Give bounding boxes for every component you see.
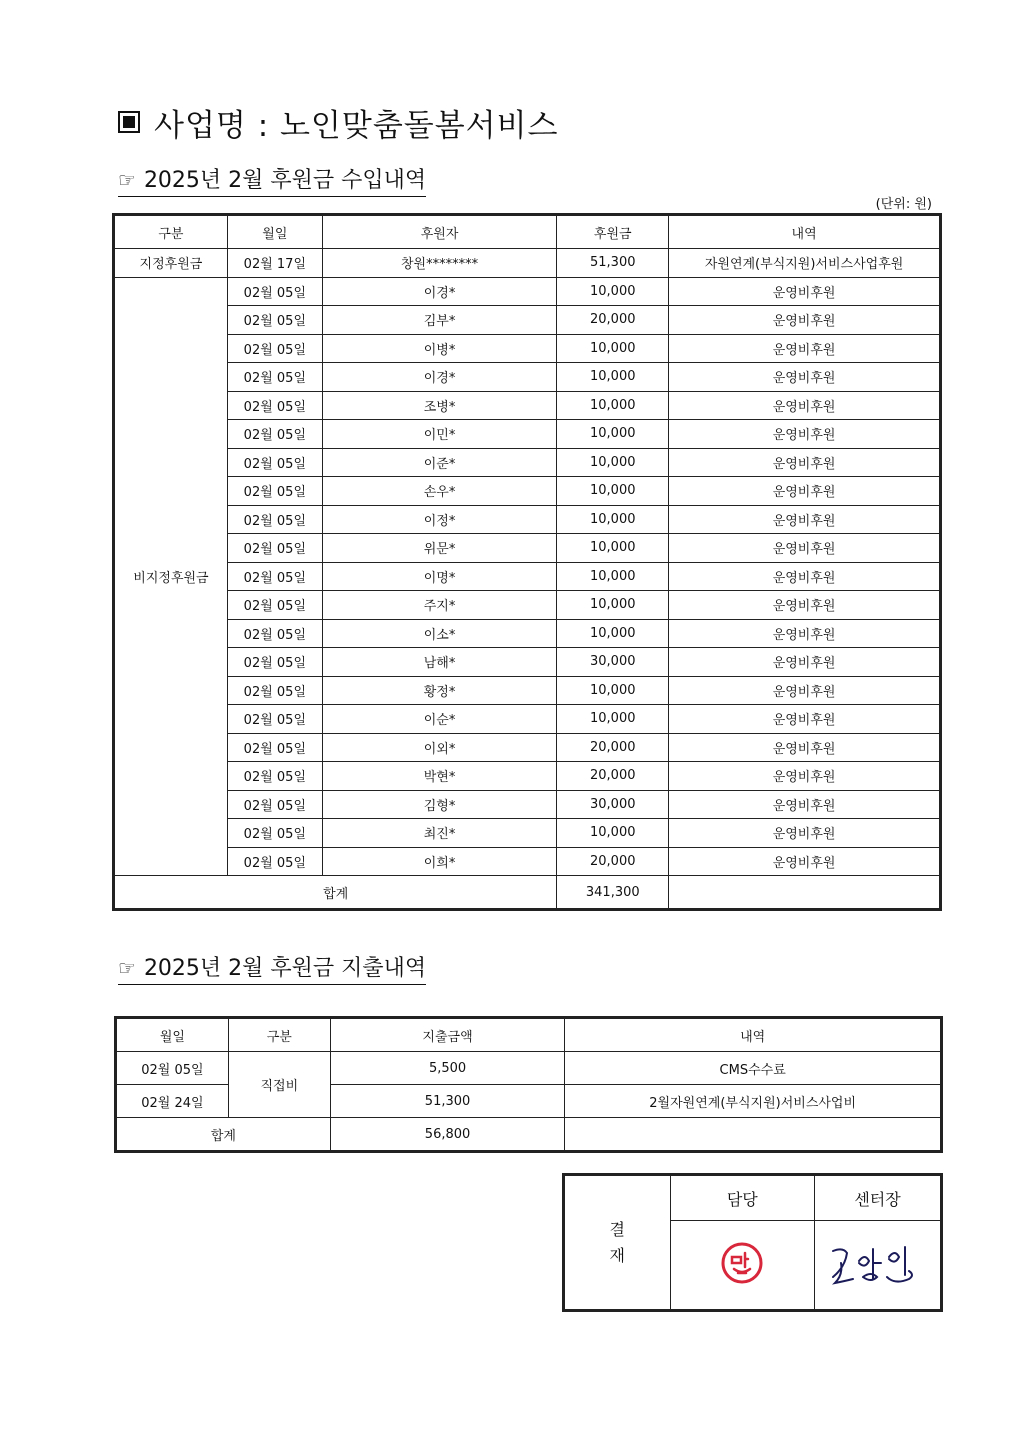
donor-cell: 황정* [322,676,557,705]
donor-cell: 남해* [322,648,557,677]
description-cell: 운영비후원 [669,847,940,876]
donor-cell: 박현* [322,762,557,791]
description-cell: 운영비후원 [669,819,940,848]
description-cell: 운영비후원 [669,534,940,563]
amount-cell: 30,000 [557,648,669,677]
amount-cell: 10,000 [557,505,669,534]
total-amount: 341,300 [557,876,669,909]
amount-cell: 10,000 [557,477,669,506]
amount-cell: 20,000 [557,733,669,762]
seal-stamp [712,1233,772,1293]
description-cell: 운영비후원 [669,591,940,620]
table-row [115,676,940,705]
amount-cell: 10,000 [557,705,669,734]
col-header-description: 내역 [669,216,940,249]
donor-cell: 김형* [322,790,557,819]
description-cell: 운영비후원 [669,762,940,791]
description-cell: 자원연계(부식지원)서비스사업후원 [669,249,940,278]
staff-stamp-cell [670,1221,815,1310]
col-header-date: 월일 [227,216,322,249]
approval-label-top: 결 [609,1219,625,1239]
description-cell: 운영비후원 [669,420,940,449]
date-cell: 02월 05일 [227,648,322,677]
table-row [115,591,940,620]
amount-cell: 30,000 [557,790,669,819]
table-row [115,762,940,791]
amount-cell: 10,000 [557,534,669,563]
description-cell: 운영비후원 [669,448,940,477]
description-cell: 운영비후원 [669,790,940,819]
table-row [115,505,940,534]
date-cell: 02월 05일 [227,705,322,734]
table-row [115,420,940,449]
col-header-amount: 지출금액 [330,1019,565,1052]
description-cell: 운영비후원 [669,363,940,392]
table-row [115,562,940,591]
income-total-row [115,876,940,909]
donor-cell: 이병* [322,334,557,363]
donor-cell: 이소* [322,619,557,648]
donor-cell: 이준* [322,448,557,477]
donor-cell: 이경* [322,363,557,392]
date-cell: 02월 17일 [227,249,322,278]
date-cell: 02월 05일 [227,847,322,876]
handwritten-signature [823,1233,933,1293]
table-row [115,391,940,420]
date-cell: 02월 05일 [227,819,322,848]
date-cell: 02월 24일 [117,1085,229,1118]
income-heading-text: 2025년 2월 후원금 수입내역 [143,168,427,193]
category-cell: 비지정후원금 [115,277,228,876]
date-cell: 02월 05일 [227,306,322,335]
amount-cell: 10,000 [557,277,669,306]
col-header-description: 내역 [565,1019,941,1052]
date-cell: 02월 05일 [227,363,322,392]
amount-cell: 10,000 [557,676,669,705]
amount-cell: 5,500 [330,1052,565,1085]
amount-cell: 10,000 [557,334,669,363]
total-empty-cell [669,876,940,909]
donor-cell: 주지* [322,591,557,620]
description-cell: 운영비후원 [669,391,940,420]
description-cell: 2월자원연계(부식지원)서비스사업비 [565,1085,941,1118]
document-title [118,98,559,146]
col-header-category: 구분 [228,1019,330,1052]
table-row [115,477,940,506]
director-signature-cell [815,1221,941,1310]
pointing-hand-icon: ☞ [118,956,136,980]
table-row [115,363,940,392]
amount-cell: 10,000 [557,391,669,420]
unit-label: (단위: 원) [875,197,932,212]
date-cell: 02월 05일 [227,448,322,477]
table-row [115,534,940,563]
donor-cell: 손우* [322,477,557,506]
description-cell: 운영비후원 [669,277,940,306]
date-cell: 02월 05일 [117,1052,229,1085]
donor-cell: 조병* [322,391,557,420]
amount-cell: 10,000 [557,420,669,449]
description-cell: 운영비후원 [669,477,940,506]
date-cell: 02월 05일 [227,790,322,819]
table-row [115,334,940,363]
table-row [115,648,940,677]
income-table [114,215,940,909]
date-cell: 02월 05일 [227,534,322,563]
table-row [115,819,940,848]
donor-cell: 최진* [322,819,557,848]
date-cell: 02월 05일 [227,334,322,363]
description-cell: 운영비후원 [669,562,940,591]
description-cell: 운영비후원 [669,676,940,705]
date-cell: 02월 05일 [227,619,322,648]
total-empty-cell [565,1118,941,1151]
table-row [115,306,940,335]
description-cell: 운영비후원 [669,306,940,335]
donor-cell: 이순* [322,705,557,734]
square-bullet-icon [118,111,140,133]
col-header-category: 구분 [115,216,228,249]
total-label: 합계 [117,1118,331,1151]
category-cell: 직접비 [228,1052,330,1118]
donor-cell: 이외* [322,733,557,762]
staff-label: 담당 [670,1176,815,1221]
approval-label-bottom: 재 [609,1245,625,1265]
income-header-row [115,216,940,249]
amount-cell: 20,000 [557,762,669,791]
table-row [115,277,940,306]
expense-heading-text: 2025년 2월 후원금 지출내역 [143,956,427,981]
date-cell: 02월 05일 [227,762,322,791]
donor-cell: 이민* [322,420,557,449]
expense-total-row [117,1118,941,1151]
description-cell: 운영비후원 [669,705,940,734]
amount-cell: 51,300 [330,1085,565,1118]
donor-cell: 김부* [322,306,557,335]
donor-cell: 이정* [322,505,557,534]
amount-cell: 10,000 [557,562,669,591]
expense-header-row [117,1019,941,1052]
amount-cell: 20,000 [557,306,669,335]
income-heading [118,163,426,197]
date-cell: 02월 05일 [227,420,322,449]
col-header-date: 월일 [117,1019,229,1052]
description-cell: 운영비후원 [669,733,940,762]
expense-table [116,1018,941,1151]
amount-cell: 10,000 [557,619,669,648]
table-row [115,847,940,876]
donor-cell: 이희* [322,847,557,876]
amount-cell: 51,300 [557,249,669,278]
description-cell: 운영비후원 [669,334,940,363]
date-cell: 02월 05일 [227,505,322,534]
table-row [115,733,940,762]
donor-cell: 이명* [322,562,557,591]
date-cell: 02월 05일 [227,733,322,762]
description-cell: CMS수수료 [565,1052,941,1085]
table-row [115,448,940,477]
date-cell: 02월 05일 [227,391,322,420]
pointing-hand-icon: ☞ [118,168,136,192]
table-row [115,249,940,278]
description-cell: 운영비후원 [669,619,940,648]
date-cell: 02월 05일 [227,676,322,705]
col-header-amount: 후원금 [557,216,669,249]
description-cell: 운영비후원 [669,648,940,677]
date-cell: 02월 05일 [227,562,322,591]
approval-box [564,1175,941,1310]
document-title-text: 사업명 : 노인맞춤돌봄서비스 [154,107,559,144]
donor-cell: 창원******** [322,249,557,278]
table-row [115,619,940,648]
amount-cell: 20,000 [557,847,669,876]
total-amount: 56,800 [330,1118,565,1151]
total-label: 합계 [115,876,557,909]
date-cell: 02월 05일 [227,591,322,620]
table-row [115,705,940,734]
table-row [117,1052,941,1085]
col-header-donor: 후원자 [322,216,557,249]
amount-cell: 10,000 [557,448,669,477]
date-cell: 02월 05일 [227,477,322,506]
amount-cell: 10,000 [557,819,669,848]
donor-cell: 이경* [322,277,557,306]
table-row [115,790,940,819]
category-cell: 지정후원금 [115,249,228,278]
approval-label [565,1176,671,1310]
date-cell: 02월 05일 [227,277,322,306]
amount-cell: 10,000 [557,363,669,392]
description-cell: 운영비후원 [669,505,940,534]
amount-cell: 10,000 [557,591,669,620]
director-label: 센터장 [815,1176,941,1221]
donor-cell: 위문* [322,534,557,563]
expense-heading [118,951,426,985]
